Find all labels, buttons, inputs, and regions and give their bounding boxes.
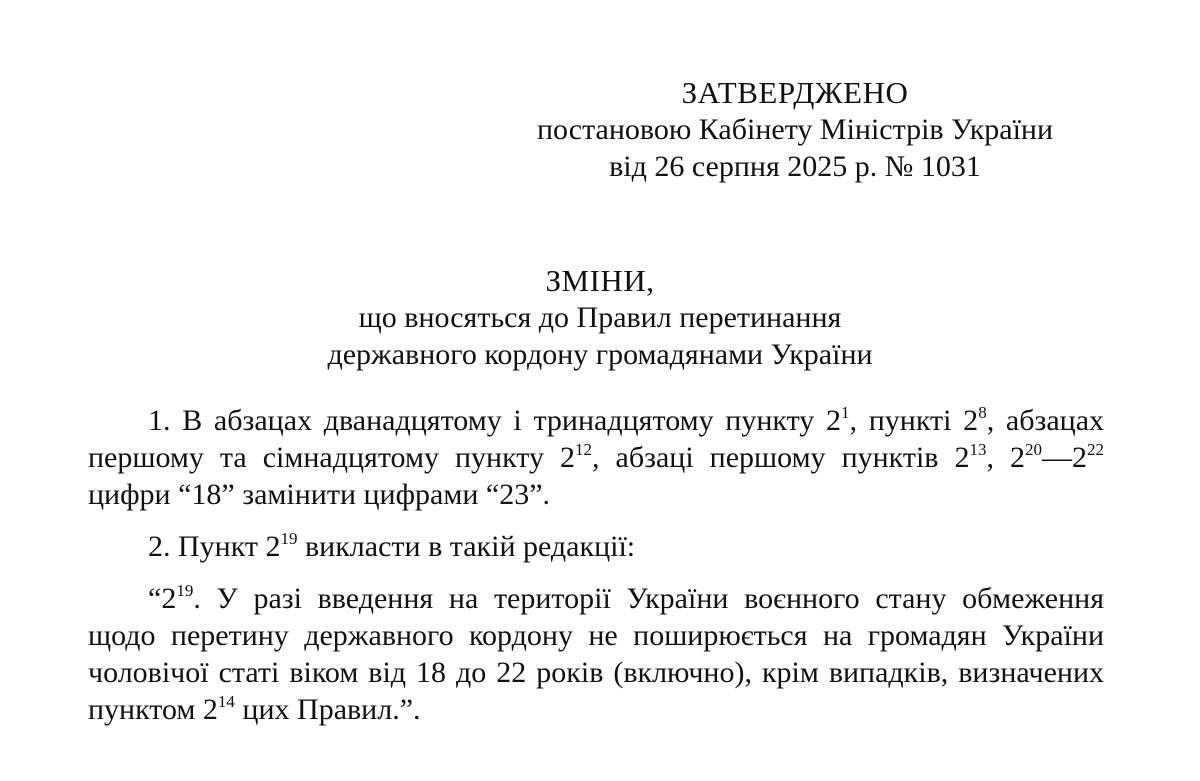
p1-text-5: , 2 bbox=[986, 441, 1025, 474]
document-title bbox=[100, 262, 1100, 373]
p1-text-1: 1. В абзацах дванадцятому і тринадцятому пункту 2 bbox=[148, 404, 842, 437]
approval-line-1: постановою Кабінету Міністрів України bbox=[536, 113, 1054, 146]
p3-sup-2: 14 bbox=[217, 692, 235, 711]
p1-sup-3: 12 bbox=[575, 440, 592, 459]
p1-sup-5: 20 bbox=[1025, 440, 1042, 459]
approval-line-2: від 26 серпня 2025 р. № 1031 bbox=[609, 150, 981, 183]
p1-text-7: цифри “18” замінити цифрами “23”. bbox=[88, 478, 551, 511]
approval-stamp bbox=[440, 74, 1150, 185]
p1-sup-6: 22 bbox=[1087, 440, 1104, 459]
p1-text-2: , пункті 2 bbox=[849, 404, 979, 437]
p1-sup-2: 8 bbox=[978, 403, 987, 422]
p2-sup-1: 19 bbox=[280, 529, 298, 548]
title-heading: ЗМІНИ, bbox=[545, 263, 655, 298]
p2-text-1: 2. Пункт 2 bbox=[148, 530, 281, 563]
document-body bbox=[88, 402, 1104, 728]
p1-text-4: , абзаці першому пунктів 2 bbox=[592, 441, 970, 474]
paragraph-3-quote bbox=[88, 580, 1104, 728]
p3-text-3: цих Правил.”. bbox=[234, 693, 421, 726]
p2-text-2: викласти в такій редакції: bbox=[297, 530, 636, 563]
p3-text-2: . У разі введення на території України воєнного стану обмеження щодо перетину державного кордону не поширюється на громадян України чоловічої статі віком від 18 до 22 років (включно), крім випадків, визначених пунктом 2 bbox=[88, 582, 1104, 726]
p3-sup-1: 19 bbox=[176, 581, 194, 600]
p3-text-1: “2 bbox=[148, 582, 177, 615]
p1-sup-4: 13 bbox=[969, 440, 987, 459]
p1-text-6: —2 bbox=[1042, 441, 1087, 474]
paragraph-2 bbox=[88, 528, 1104, 565]
p1-sup-1: 1 bbox=[841, 403, 850, 422]
p1-text-3: , абзацах першому та сімнадцятому пункту 2 bbox=[88, 404, 1105, 474]
title-line-1: що вносяться до Правил перетинання bbox=[358, 301, 842, 334]
title-line-2: державного кордону громадянами України bbox=[327, 338, 873, 371]
paragraph-1 bbox=[88, 402, 1104, 513]
approval-heading: ЗАТВЕРДЖЕНО bbox=[681, 75, 909, 110]
